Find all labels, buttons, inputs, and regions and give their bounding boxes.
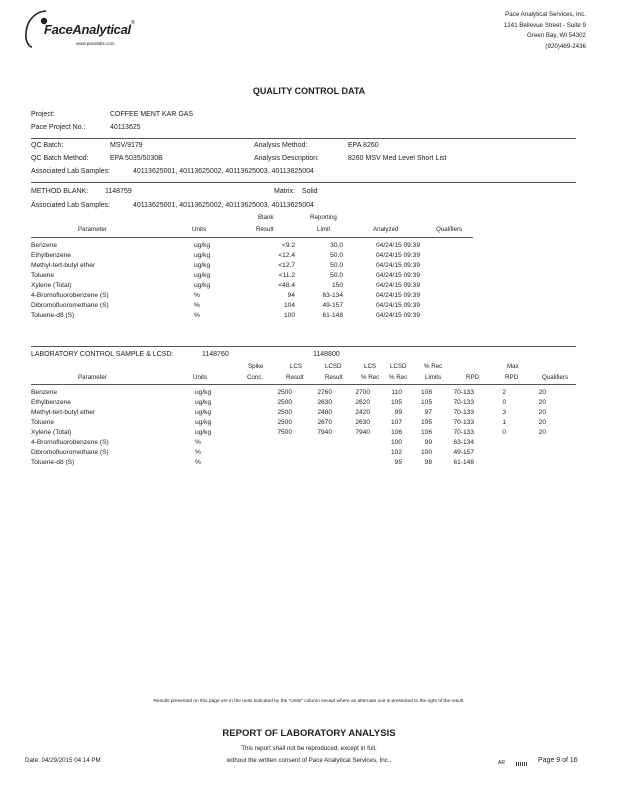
blank-cell: 04/24/15 09:39 (376, 271, 420, 279)
lcs-cell: 95 (394, 458, 402, 466)
company-name: Pace Analytical Services, Inc. (505, 11, 586, 18)
lcs-cell: 2 (502, 388, 506, 396)
blank-header-limit: Limit (317, 226, 331, 233)
blank-cell: Toluene-d8 (S) (31, 311, 75, 319)
blank-cell: 04/24/15 09:39 (376, 291, 420, 299)
blank-cell: 94 (287, 291, 295, 299)
lcs-cell (476, 457, 508, 467)
matrix-label: Matrix: (274, 188, 295, 195)
qc-batch-value: MSV/9179 (110, 142, 143, 149)
units-note: Results presented on this page are in the units indicated by the "Units" column except where an alternate unit is presented to the right of the result. (153, 699, 465, 704)
blank-cell: <11.2 (278, 271, 295, 279)
lcs-cell: 102 (390, 448, 402, 456)
qc-samples-value: 40113625001, 40113625002, 40113625003, 40113625004 (133, 168, 314, 175)
method-blank-table (29, 240, 472, 320)
lcs-cell: 2760 (317, 388, 332, 396)
lcs-cell: 106 (420, 428, 432, 436)
blank-header-result: Result (256, 226, 274, 233)
lcs-cell: 106 (390, 428, 402, 436)
pace-project-value: 40113625 (110, 124, 141, 131)
lcs-cell: 70-133 (453, 418, 474, 426)
lcs-row (29, 427, 588, 437)
lcs-cell: 0 (502, 428, 506, 436)
lcs-header-recd: LCSD (390, 363, 407, 370)
lcs-cell: 2500 (277, 408, 292, 416)
blank-cell (422, 310, 472, 320)
lcs-cell: Ethylbenzene (31, 398, 71, 406)
method-blank-label: METHOD BLANK: (31, 188, 89, 195)
blank-cell: 50.0 (330, 251, 343, 259)
footer-date: Date: 04/29/2015 04:14 PM (25, 757, 101, 764)
lcs-cell (548, 447, 588, 457)
lcs-header-rpd: RPD (466, 374, 480, 381)
project-label: Project: (31, 111, 55, 118)
lcs-row (29, 397, 588, 407)
lcs-row (29, 407, 588, 417)
blank-cell: ug/kg (194, 251, 211, 259)
registered-mark: ® (131, 20, 135, 26)
qc-batch-method-value: EPA 5035/5030B (110, 155, 163, 162)
lcs-header-parameter: Parameter (78, 374, 107, 381)
blank-cell: 63-134 (322, 291, 343, 299)
blank-row (29, 250, 472, 260)
lcs-cell (508, 457, 548, 467)
blank-row (29, 240, 472, 250)
lcs-cell: Xylene (Total) (31, 428, 72, 436)
blank-cell: ug/kg (194, 241, 211, 249)
blank-cell: ug/kg (194, 281, 211, 289)
lcs-cell (548, 427, 588, 437)
lcs-cell: 20 (538, 408, 546, 416)
lcs-header-max: Max (507, 363, 519, 370)
lcs-header-conc: Conc. (247, 374, 264, 381)
blank-row (29, 270, 472, 280)
lcs-row (29, 417, 588, 427)
lcs-cell: 2630 (355, 418, 370, 426)
lcs-cell: 100 (390, 438, 402, 446)
lcs-cell: 20 (538, 418, 546, 426)
lcs-cell: 100 (420, 448, 432, 456)
blank-cell: Ethylbenzene (31, 251, 71, 259)
lcs-cell (548, 437, 588, 447)
blank-cell: 4-Bromofluorobenzene (S) (31, 291, 109, 299)
lcs-row (29, 387, 588, 397)
lcs-cell: Benzene (31, 388, 58, 396)
blank-cell: 04/24/15 09:39 (376, 261, 420, 269)
blank-cell: <12.4 (278, 251, 295, 259)
analysis-method-value: EPA 8260 (348, 142, 379, 149)
blank-header-blank: Blank (258, 214, 274, 221)
lcs-cell: 7500 (277, 428, 292, 436)
lcs-cell: 2480 (317, 408, 332, 416)
blank-row (29, 300, 472, 310)
company-city: Green Bay, WI 54302 (526, 32, 586, 39)
lcs-id: 1148760 (202, 351, 229, 358)
blank-row (29, 260, 472, 270)
blank-cell (422, 240, 472, 250)
lcs-cell: Toluene (31, 418, 55, 426)
lcs-cell: 2420 (355, 408, 370, 416)
blank-cell: 100 (283, 311, 295, 319)
logo-url: www.pacelabs.com (76, 41, 115, 46)
blank-cell: <48.4 (278, 281, 295, 289)
blank-cell: Xylene (Total) (31, 281, 72, 289)
divider (31, 237, 473, 238)
lcs-cell: 108 (420, 388, 432, 396)
lcs-cell: 97 (424, 408, 432, 416)
lcs-cell (548, 397, 588, 407)
lcs-cell: 20 (538, 398, 546, 406)
lcs-cell (548, 457, 588, 467)
lcs-cell: ug/kg (195, 418, 212, 426)
blank-samples-label: Associated Lab Samples: (31, 202, 110, 209)
blank-row (29, 290, 472, 300)
lcs-cell: 2500 (277, 398, 292, 406)
lcs-cell: 99 (424, 438, 432, 446)
qc-samples-label: Associated Lab Samples: (31, 168, 110, 175)
blank-row (29, 280, 472, 290)
company-address (504, 10, 586, 52)
lcs-cell: % (195, 448, 201, 456)
lcs-cell (294, 457, 334, 467)
blank-header-parameter: Parameter (78, 226, 107, 233)
blank-row (29, 310, 472, 320)
divider (31, 138, 576, 139)
blank-cell: 04/24/15 09:39 (376, 311, 420, 319)
blank-cell: ug/kg (194, 261, 211, 269)
blank-cell: % (194, 301, 200, 309)
lcs-cell: 107 (390, 418, 402, 426)
lcs-cell: Dibromofluoromethane (S) (31, 448, 109, 456)
lcs-cell: ug/kg (195, 428, 212, 436)
lcs-cell (334, 457, 372, 467)
blank-cell (422, 260, 472, 270)
qc-batch-label: QC Batch: (31, 142, 64, 149)
lcs-header-rec: LCS (364, 363, 377, 370)
matrix-value: Solid (302, 188, 318, 195)
blank-cell: 04/24/15 09:39 (376, 251, 420, 259)
lcs-cell (241, 457, 294, 467)
lcs-header-lcs-result: Result (286, 374, 304, 381)
company-phone: (920)469-2436 (545, 42, 586, 50)
lcs-cell: 63-134 (453, 438, 474, 446)
lcs-row (29, 437, 588, 447)
blank-cell (422, 270, 472, 280)
qc-batch-method-label: QC Batch Method: (31, 155, 89, 162)
lcs-cell: ug/kg (195, 408, 212, 416)
company-street: 1241 Bellevue Street - Suite 9 (503, 21, 586, 29)
lcs-cell: 2500 (277, 388, 292, 396)
blank-cell: % (194, 291, 200, 299)
lcs-cell: 7940 (317, 428, 332, 436)
lcs-header-lcsd: LCSD (325, 363, 342, 370)
lcs-cell (294, 447, 334, 457)
blank-cell: % (194, 311, 200, 319)
lcs-cell (548, 417, 588, 427)
divider (31, 182, 576, 183)
lcs-cell: ug/kg (195, 398, 212, 406)
lcs-header-limits: Limits (425, 374, 442, 381)
lcs-cell: Methyl-tert-butyl ether (31, 408, 96, 416)
lcs-cell (334, 447, 372, 457)
lcs-cell: 1 (502, 418, 506, 426)
lcs-cell: 70-133 (453, 428, 474, 436)
page-number: Page 9 of 16 (538, 757, 578, 764)
lcs-cell: 2630 (317, 398, 332, 406)
blank-cell (422, 250, 472, 260)
lcs-cell: 20 (538, 388, 546, 396)
blank-cell: 150 (331, 281, 343, 289)
lcs-header-spike: Spike (248, 363, 264, 370)
lcs-cell (508, 447, 548, 457)
lcs-header-max-rpd: RPD (505, 374, 519, 381)
footer-barcode (516, 762, 528, 766)
footer-line-2: without the written consent of Pace Analytical Services, Inc.. (226, 757, 392, 764)
blank-cell: ug/kg (194, 271, 211, 279)
blank-cell: 50.0 (330, 271, 343, 279)
method-blank-id: 1148759 (105, 188, 132, 195)
lcs-header-qualifiers: Qualifiers (542, 374, 569, 381)
blank-cell: 49-157 (322, 301, 343, 309)
lcs-cell (508, 437, 548, 447)
analysis-description-value: 8260 MSV Med Level Short List (348, 155, 447, 162)
lcs-cell (294, 437, 334, 447)
lcs-cell: 0 (502, 398, 506, 406)
lcs-cell (476, 437, 508, 447)
pace-project-label: Pace Project No.: (31, 124, 86, 131)
project-value: COFFEE MENT KAR GAS (110, 111, 194, 118)
blank-cell: Methyl-tert-butyl ether (31, 261, 96, 269)
lcs-header-units: Units (193, 374, 208, 381)
divider (31, 346, 576, 347)
lcs-cell: 2620 (355, 398, 370, 406)
lcs-cell: 70-133 (453, 398, 474, 406)
blank-cell: 50.0 (330, 261, 343, 269)
lcs-cell: 20 (538, 428, 546, 436)
lcs-header-recd-pct: % Rec (389, 374, 408, 381)
blank-cell: <9.2 (281, 241, 295, 249)
lcs-cell (548, 387, 588, 397)
analysis-method-label: Analysis Method: (254, 142, 308, 149)
lcs-cell: 2670 (317, 418, 332, 426)
lcs-cell: 3 (502, 408, 506, 416)
lcs-cell: Toluene-d8 (S) (31, 458, 75, 466)
lcs-row (29, 457, 588, 467)
blank-cell: Benzene (31, 241, 58, 249)
blank-cell: Toluene (31, 271, 55, 279)
page-title: QUALITY CONTROL DATA (252, 86, 366, 96)
lcsd-id: 1148800 (313, 351, 340, 358)
blank-cell: 04/24/15 09:39 (376, 241, 420, 249)
lcs-cell (241, 447, 294, 457)
lcs-cell: 61-148 (453, 458, 474, 466)
logo-wordmark: FaceAnalytical (44, 22, 131, 37)
blank-cell: 04/24/15 09:39 (376, 301, 420, 309)
lcs-cell: 2700 (355, 388, 370, 396)
lcs-cell (241, 437, 294, 447)
lcs-header-rec-pct: % Rec (361, 374, 380, 381)
lcs-cell: 70-133 (453, 408, 474, 416)
lcs-header-lim: % Rec (424, 363, 443, 370)
lcs-row (29, 447, 588, 457)
footer-line-1: This report shall not be reproduced, except in full, (241, 745, 377, 752)
footer-mark: AR (498, 760, 505, 766)
lcs-cell: 105 (420, 398, 432, 406)
lcs-cell: 105 (390, 398, 402, 406)
lcs-table (29, 387, 588, 467)
logo (22, 8, 135, 50)
lcs-cell: 7940 (355, 428, 370, 436)
lcs-cell: 98 (424, 458, 432, 466)
blank-cell: Dibromofluoromethane (S) (31, 301, 109, 309)
lcs-cell: 99 (394, 408, 402, 416)
lcs-cell: 105 (420, 418, 432, 426)
lcs-cell: % (195, 458, 201, 466)
analysis-description-label: Analysis Description: (254, 155, 319, 162)
lcs-cell: ug/kg (195, 388, 212, 396)
blank-cell: 30.0 (330, 241, 343, 249)
blank-header-qualifiers: Qualifiers (436, 226, 463, 233)
blank-header-units: Units (192, 226, 207, 233)
lcs-cell (476, 447, 508, 457)
lcs-cell: % (195, 438, 201, 446)
lcs-label: LABORATORY CONTROL SAMPLE & LCSD: (31, 351, 174, 358)
lcs-cell: 49-157 (453, 448, 474, 456)
lcs-cell: 2500 (277, 418, 292, 426)
lcs-cell: 70-133 (453, 388, 474, 396)
blank-cell (422, 280, 472, 290)
blank-header-analyzed: Analyzed (373, 226, 399, 233)
lcs-header-lcs: LCS (290, 363, 303, 370)
blank-cell: 04/24/15 09:39 (376, 281, 420, 289)
blank-cell (422, 290, 472, 300)
report-title: REPORT OF LABORATORY ANALYSIS (222, 728, 396, 739)
blank-cell (422, 300, 472, 310)
lcs-cell (548, 407, 588, 417)
blank-samples-value: 40113625001, 40113625002, 40113625003, 40113625004 (133, 202, 314, 209)
lcs-cell: 4-Bromofluorobenzene (S) (31, 438, 109, 446)
blank-cell: 61-148 (322, 311, 343, 319)
lcs-cell: 110 (391, 388, 402, 396)
divider (31, 384, 576, 385)
blank-cell: <12.7 (278, 261, 295, 269)
blank-cell: 104 (283, 301, 295, 309)
lcs-cell (334, 437, 372, 447)
lcs-header-lcsd-result: Result (325, 374, 343, 381)
blank-header-reporting: Reporting (310, 214, 337, 221)
